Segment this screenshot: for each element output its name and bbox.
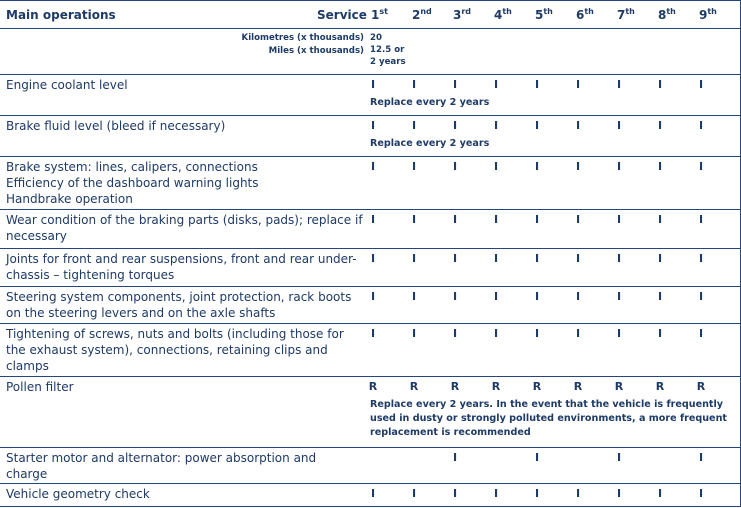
service-mark: I	[534, 119, 540, 132]
operation-label: Tightening of screws, nuts and bolts (including those for	[6, 327, 344, 341]
service-mark: I	[452, 290, 458, 303]
service-mark: R	[696, 380, 706, 393]
service-mark: I	[411, 119, 417, 132]
service-mark: I	[370, 78, 376, 91]
service-mark: I	[534, 290, 540, 303]
service-mark: R	[409, 380, 419, 393]
service-mark: I	[493, 252, 499, 265]
service-note: Replace every 2 years	[370, 138, 490, 149]
service-number: 8	[658, 8, 667, 22]
service-mark: R	[532, 380, 542, 393]
service-number-header	[699, 8, 717, 22]
service-mark: I	[698, 160, 704, 173]
service-number: 6	[576, 8, 585, 22]
operation-label: clamps	[6, 359, 49, 373]
service-number-header	[453, 8, 471, 22]
operation-label: Starter motor and alternator: power absorption and	[6, 451, 317, 465]
service-mark: I	[616, 451, 622, 464]
service-number: 3	[453, 8, 462, 22]
service-mark: I	[534, 327, 540, 340]
service-mark: R	[614, 380, 624, 393]
service-mark: I	[616, 487, 622, 500]
service-mark: I	[493, 78, 499, 91]
service-number: 7	[617, 8, 626, 22]
service-mark: I	[411, 252, 417, 265]
service-note: replacement is recommended	[370, 427, 531, 438]
service-mark: I	[657, 78, 663, 91]
service-mark: I	[534, 252, 540, 265]
service-mark: I	[452, 119, 458, 132]
miles-interval: 12.5 or	[370, 45, 405, 55]
service-ordinal-suffix: th	[502, 7, 512, 16]
service-mark: I	[534, 213, 540, 226]
service-mark: R	[450, 380, 460, 393]
service-mark: I	[698, 451, 704, 464]
kilometres-interval: 20	[370, 33, 382, 43]
row-divider	[0, 74, 741, 75]
service-mark: I	[452, 78, 458, 91]
service-mark: I	[575, 487, 581, 500]
row-divider	[0, 28, 741, 29]
service-mark: I	[493, 160, 499, 173]
service-mark: I	[370, 290, 376, 303]
service-number-header	[576, 8, 594, 22]
service-ordinal-suffix: th	[584, 7, 594, 16]
service-mark: I	[698, 487, 704, 500]
service-number-header	[535, 8, 553, 22]
service-mark: I	[657, 160, 663, 173]
operation-label: Joints for front and rear suspensions, front and rear under-	[6, 252, 357, 266]
row-divider	[0, 286, 741, 287]
service-mark: I	[657, 252, 663, 265]
service-mark: I	[698, 119, 704, 132]
service-mark: I	[370, 213, 376, 226]
operation-label: the exhaust system), connections, retaining clips and	[6, 343, 328, 357]
service-mark: I	[411, 213, 417, 226]
service-mark: I	[575, 78, 581, 91]
service-mark: I	[657, 119, 663, 132]
service-mark: I	[698, 327, 704, 340]
service-mark: I	[575, 213, 581, 226]
operation-label: Vehicle geometry check	[6, 487, 150, 501]
service-mark: I	[575, 119, 581, 132]
service-ordinal-suffix: nd	[420, 7, 432, 16]
service-number: 5	[535, 8, 544, 22]
service-number-header	[658, 8, 676, 22]
service-note: Replace every 2 years	[370, 97, 490, 108]
service-ordinal-suffix: th	[625, 7, 635, 16]
service-mark: I	[534, 451, 540, 464]
service-mark: I	[370, 119, 376, 132]
service-mark: I	[452, 451, 458, 464]
service-mark: I	[698, 213, 704, 226]
service-number: 9	[699, 8, 708, 22]
service-mark: I	[534, 160, 540, 173]
service-number-header	[494, 8, 512, 22]
service-mark: I	[411, 487, 417, 500]
operation-label: on the steering levers and on the axle shafts	[6, 306, 276, 320]
row-divider	[0, 506, 741, 507]
service-ordinal-suffix: th	[666, 7, 676, 16]
service-mark: I	[575, 252, 581, 265]
operation-label: Engine coolant level	[6, 78, 128, 92]
service-mark: I	[452, 252, 458, 265]
service-number: 2	[412, 8, 421, 22]
row-divider	[0, 323, 741, 324]
service-number-header	[617, 8, 635, 22]
service-ordinal-suffix: rd	[461, 7, 472, 16]
service-mark: I	[616, 252, 622, 265]
row-divider	[0, 115, 741, 116]
service-number: 4	[494, 8, 503, 22]
service-mark: I	[370, 327, 376, 340]
service-mark: I	[534, 78, 540, 91]
service-mark: I	[575, 160, 581, 173]
row-divider	[0, 209, 741, 210]
operation-label: necessary	[6, 229, 67, 243]
row-divider	[0, 483, 741, 484]
service-ordinal-suffix: st	[379, 7, 388, 16]
service-mark: R	[573, 380, 583, 393]
service-mark: I	[452, 487, 458, 500]
service-number-header	[412, 8, 432, 22]
service-mark: I	[411, 290, 417, 303]
service-mark: I	[698, 252, 704, 265]
service-mark: I	[493, 487, 499, 500]
service-mark: I	[411, 160, 417, 173]
service-mark: I	[616, 119, 622, 132]
service-mark: R	[491, 380, 501, 393]
service-mark: I	[370, 252, 376, 265]
service-mark: I	[493, 213, 499, 226]
operation-label: Pollen filter	[6, 380, 74, 394]
service-mark: I	[493, 327, 499, 340]
service-ordinal-suffix: th	[543, 7, 553, 16]
service-number-header	[371, 8, 388, 22]
service-ordinal-suffix: th	[707, 7, 717, 16]
row-divider	[0, 376, 741, 377]
service-mark: I	[411, 78, 417, 91]
operation-label: Steering system components, joint protection, rack boots	[6, 290, 352, 304]
operation-label: Brake fluid level (bleed if necessary)	[6, 119, 226, 133]
miles-label: Miles (x thousands)	[268, 46, 364, 56]
column-header-main-operations: Main operations	[6, 8, 116, 22]
row-divider	[0, 248, 741, 249]
service-mark: I	[411, 327, 417, 340]
service-mark: I	[370, 487, 376, 500]
column-header-service: Service	[317, 8, 367, 22]
service-mark: I	[616, 213, 622, 226]
service-mark: I	[575, 290, 581, 303]
service-mark: I	[698, 290, 704, 303]
service-note: used in dusty or strongly polluted environments, a more frequent	[370, 413, 727, 424]
operation-label: chassis – tightening torques	[6, 268, 175, 282]
service-mark: I	[493, 119, 499, 132]
service-mark: I	[575, 327, 581, 340]
service-mark: I	[370, 160, 376, 173]
service-mark: I	[616, 290, 622, 303]
service-mark: I	[452, 160, 458, 173]
service-mark: I	[657, 327, 663, 340]
operation-label: Handbrake operation	[6, 192, 133, 206]
operation-label: Wear condition of the braking parts (disks, pads); replace if	[6, 213, 363, 227]
service-mark: I	[616, 327, 622, 340]
service-mark: I	[534, 487, 540, 500]
operation-label: Brake system: lines, calipers, connections	[6, 160, 258, 174]
service-mark: I	[452, 327, 458, 340]
row-divider	[0, 447, 741, 448]
service-mark: I	[657, 213, 663, 226]
service-note: Replace every 2 years. In the event that the vehicle is frequently	[370, 399, 724, 410]
service-mark: I	[698, 78, 704, 91]
service-number: 1	[371, 8, 380, 22]
service-mark: I	[616, 78, 622, 91]
operation-label: charge	[6, 467, 48, 481]
row-divider	[0, 0, 741, 1]
kilometres-label: Kilometres (x thousands)	[241, 33, 364, 43]
service-mark: I	[452, 213, 458, 226]
row-divider	[0, 156, 741, 157]
service-mark: I	[657, 487, 663, 500]
service-mark: R	[368, 380, 378, 393]
service-mark: I	[493, 290, 499, 303]
operation-label: Efficiency of the dashboard warning lights	[6, 176, 259, 190]
service-mark: I	[657, 290, 663, 303]
service-mark: I	[616, 160, 622, 173]
service-mark: R	[655, 380, 665, 393]
years-interval: 2 years	[370, 57, 406, 67]
